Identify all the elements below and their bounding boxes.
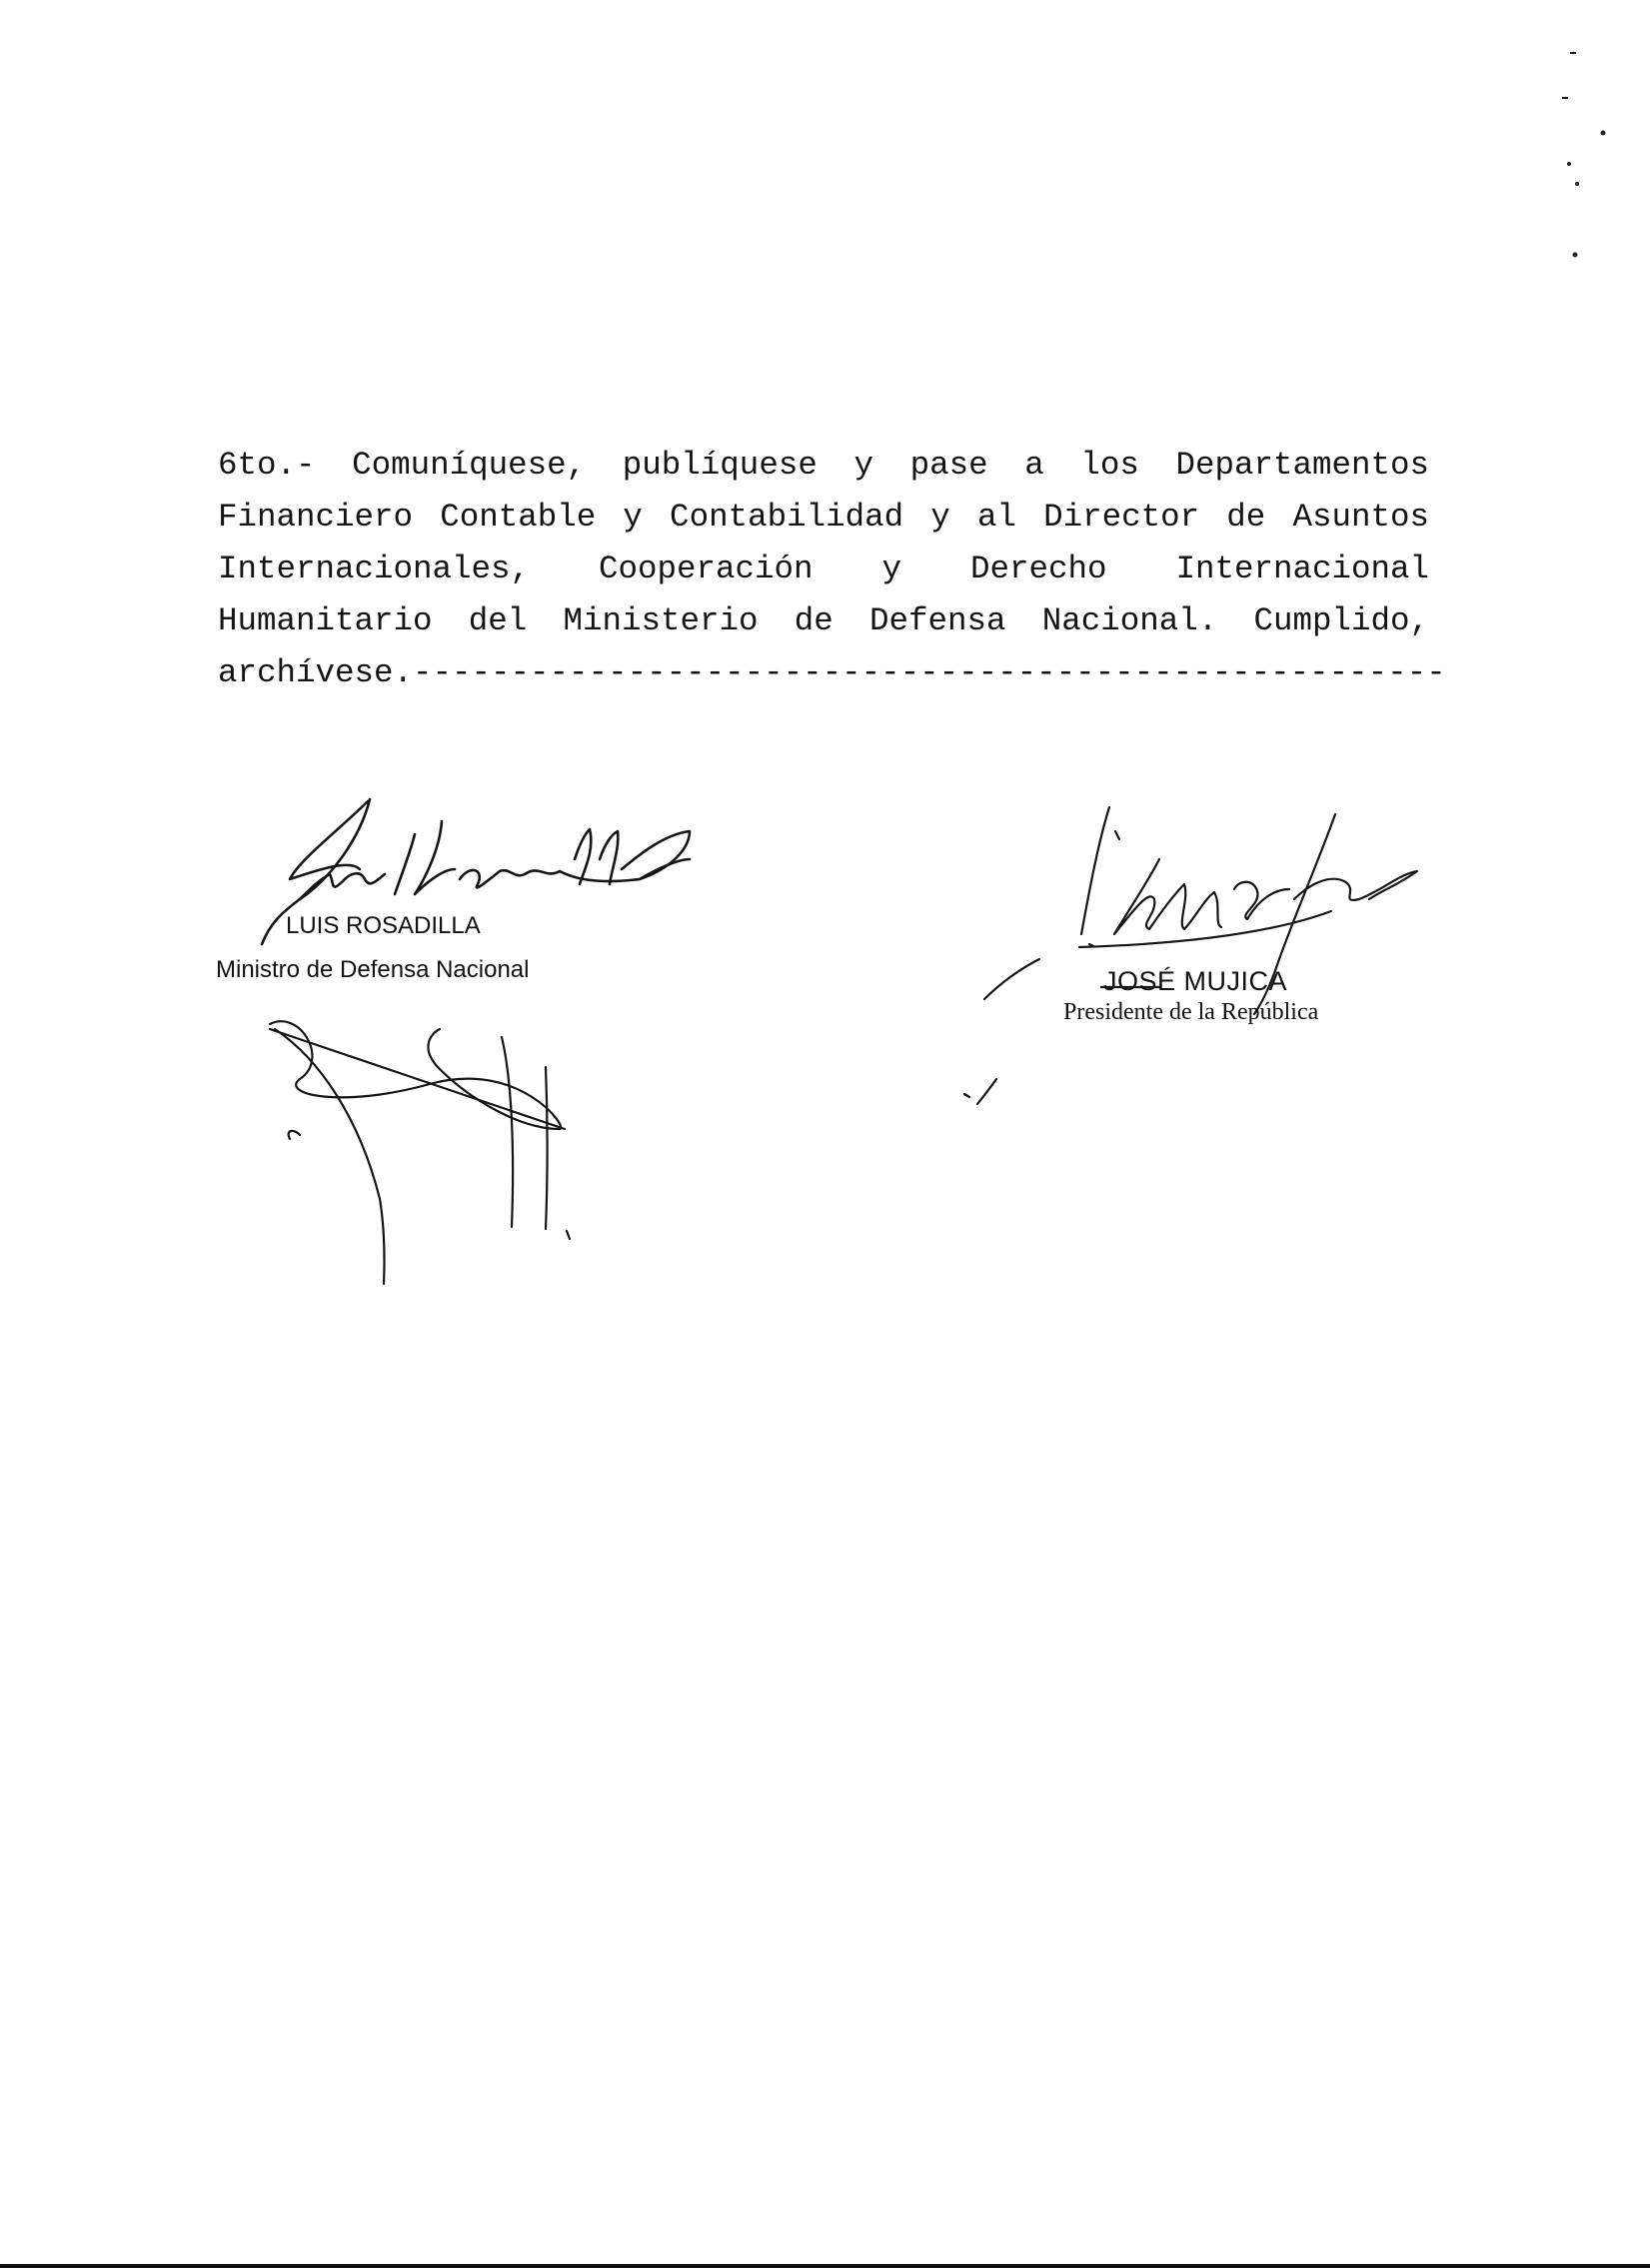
page-bottom-border (0, 2264, 1650, 2268)
paragraph-line: 6to.- Comuníquese, publíquese y pase a los Departamentos (218, 447, 1429, 484)
signatory-title-right: Presidente de la República (1063, 999, 1319, 1025)
paragraph-line: Humanitario del Ministerio de Defensa Nacional. Cumplido, (218, 602, 1429, 639)
signatory-name-right: JOSÉ MUJICA (1103, 966, 1288, 996)
paragraph-line: archívese.----------------------------------------------------- (218, 654, 1446, 691)
resolution-paragraph (218, 440, 1446, 699)
paragraph-line: Financiero Contable y Contabilidad y al Director de Asuntos (218, 499, 1429, 536)
signatory-title-left: Ministro de Defensa Nacional (216, 956, 530, 983)
signatory-name-left: LUIS ROSADILLA (286, 912, 481, 939)
paragraph-line: Internacionales, Cooperación y Derecho Internacional (218, 551, 1429, 587)
